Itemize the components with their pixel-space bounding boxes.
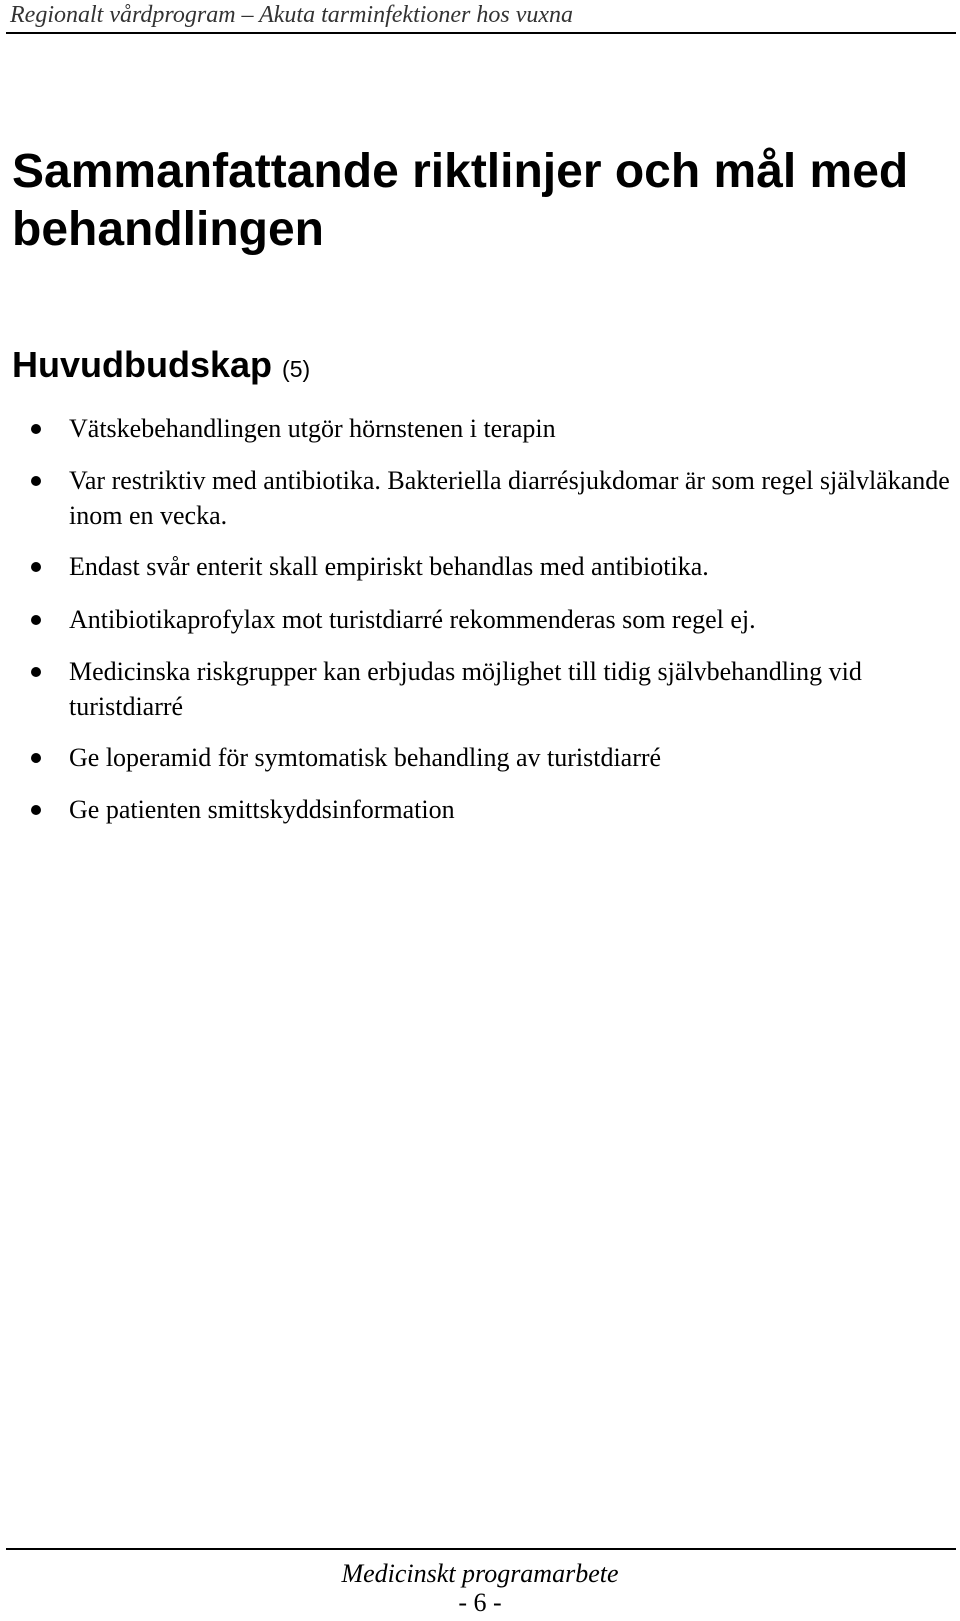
list-item-text: Ge loperamid för symtomatisk behandling av turistdiarré bbox=[69, 743, 662, 772]
section-heading bbox=[12, 344, 310, 390]
bullet-icon bbox=[31, 667, 41, 677]
bullet-icon bbox=[31, 562, 41, 572]
bullet-icon bbox=[31, 476, 41, 486]
footer-text: Medicinskt programarbete bbox=[341, 1559, 619, 1588]
bullet-icon bbox=[31, 615, 41, 625]
list-item-text: Ge patienten smittskyddsinformation bbox=[69, 795, 455, 824]
page-number: - 6 - bbox=[458, 1588, 502, 1617]
header-divider bbox=[6, 32, 956, 34]
list-item-text: Endast svår enterit skall empiriskt behandlas med antibiotika. bbox=[69, 552, 709, 581]
list-item-text: Vätskebehandlingen utgör hörnstenen i terapin bbox=[69, 414, 556, 443]
footer-divider bbox=[6, 1548, 956, 1550]
running-header: Regionalt vårdprogram – Akuta tarminfektioner hos vuxna bbox=[10, 2, 574, 28]
bullet-icon bbox=[31, 805, 41, 815]
section-heading-count: (5) bbox=[282, 356, 311, 382]
section-heading-label: Huvudbudskap bbox=[12, 344, 273, 385]
list-item-text: Var restriktiv med antibiotika. Bakteriella diarrésjukdomar är som regel självläkande inom en vecka. bbox=[69, 466, 950, 530]
page-title: Sammanfattande riktlinjer och mål med behandlingen bbox=[12, 145, 909, 256]
list-item-text: Medicinska riskgrupper kan erbjudas möjlighet till tidig självbehandling vid turistdiarré bbox=[69, 657, 862, 721]
bullet-icon bbox=[31, 424, 41, 434]
bullet-icon bbox=[31, 753, 41, 763]
list-item-text: Antibiotikaprofylax mot turistdiarré rekommenderas som regel ej. bbox=[69, 605, 756, 634]
